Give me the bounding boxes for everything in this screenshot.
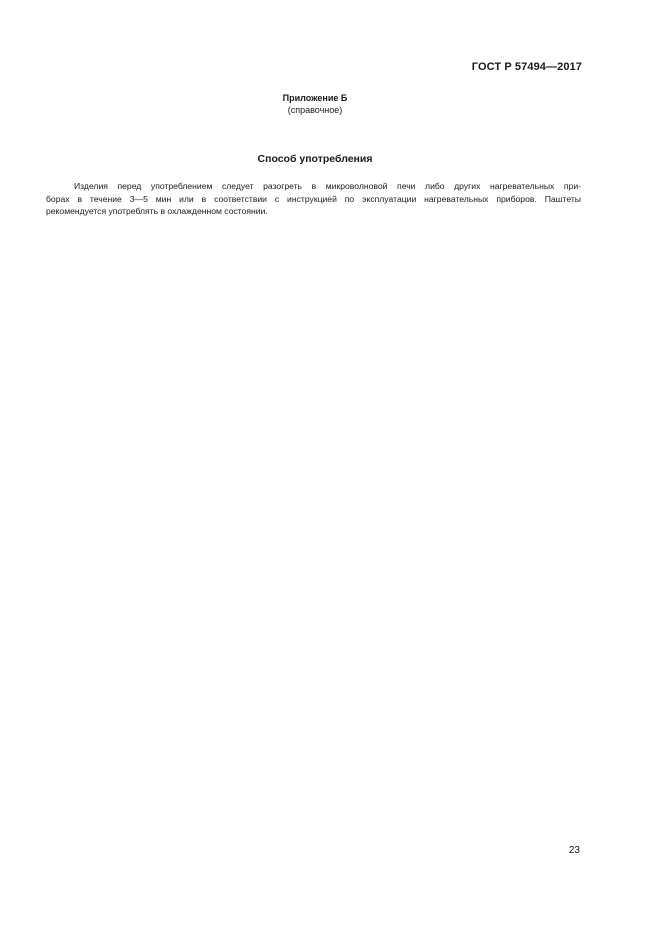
paragraph-line: борах в течение 3—5 мин или в соответствии с инструкцией по эксплуатации нагревательных приборов. Паштеты <box>46 193 581 204</box>
page-number: 23 <box>568 845 580 856</box>
paragraph-line: Изделия перед употреблением следует разогреть в микроволновой печи либо других нагревательных при- <box>74 181 581 191</box>
standard-code-header: ГОСТ Р 57494—2017 <box>471 61 582 73</box>
appendix-subtitle: (справочное) <box>287 105 343 115</box>
section-title: Способ употребления <box>257 153 373 165</box>
appendix-title: Приложение Б <box>282 93 348 103</box>
paragraph-line: рекомендуется употреблять в охлажденном состоянии. <box>46 206 268 216</box>
appendix-heading <box>0 92 630 116</box>
body-paragraph <box>46 180 581 218</box>
